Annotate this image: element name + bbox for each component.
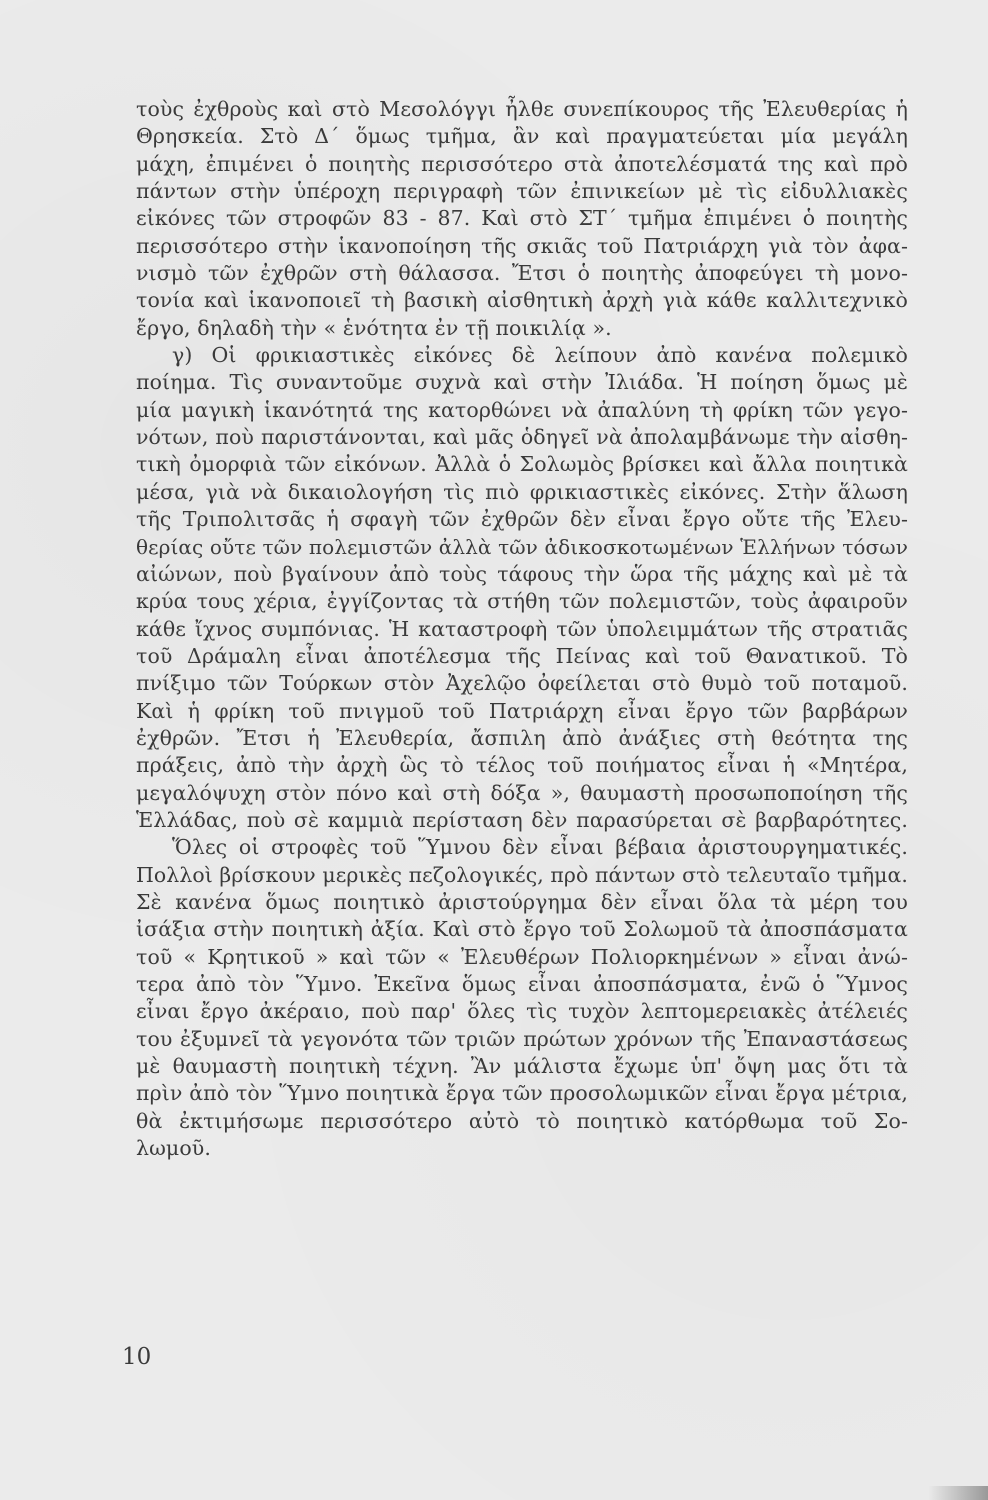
body-text [136,96,908,1162]
text-line: τονία καὶ ἱκανοποιεῖ τὴ βασικὴ αἰσθητικὴ ἀρχὴ γιὰ κάθε καλλιτεχνικὸ [136,288,908,313]
text-line: λωμοῦ. [136,1136,211,1161]
text-line: κρύα τους χέρια, ἐγγίζοντας τὰ στήθη τῶν πολεμιστῶν, τοὺς ἀφαιροῦν [136,589,908,614]
text-line: τοῦ « Κρητικοῦ » καὶ τῶν « Ἐλευθέρων Πολιορκημένων » εἶναι ἀνώ- [136,944,908,969]
text-line: κάθε ἴχνος συμπόνιας. Ἡ καταστροφὴ τῶν ὑπολειμμάτων τῆς στρατιᾶς [136,616,908,641]
text-line: τερα ἀπὸ τὸν Ὕμνο. Ἐκεῖνα ὅμως εἶναι ἀποσπάσματα, ἐνῶ ὁ Ὕμνος [136,972,908,996]
text-line: ἐχθρῶν. Ἔτσι ἡ Ἐλευθερία, ἄσπιλη ἀπὸ ἀνάξιες στὴ θεότητα της [136,725,908,750]
text-line: μέσα, γιὰ νὰ δικαιολογήση τὶς πιὸ φρικιαστικὲς εἰκόνες. Στὴν ἅλωση [136,479,908,504]
text-line: Πολλοὶ βρίσκουν μερικὲς πεζολογικές, πρὸ πάντων στὸ τελευταῖο τμῆμα. [136,862,909,887]
text-line: μεγαλόψυχη στὸν πόνο καὶ στὴ δόξα », θαυμαστὴ προσωποποίηση τῆς [136,780,908,805]
text-line: Καὶ ἡ φρίκη τοῦ πνιγμοῦ τοῦ Πατριάρχη εἶναι ἔργο τῶν βαρβάρων [136,698,908,723]
text-line: τικὴ ὀμορφιὰ τῶν εἰκόνων. Ἀλλὰ ὁ Σολωμὸς βρίσκει καὶ ἄλλα ποιητικὰ [136,452,908,477]
text-line: Ἑλλάδας, ποὺ σὲ καμμιὰ περίσταση δὲν παρασύρεται σὲ βαρβαρότητες. [136,807,908,832]
text-line: μία μαγικὴ ἱκανότητά της κατορθώνει νὰ ἀπαλύνη τὴ φρίκη τῶν γεγο- [136,397,908,422]
scan-edge-shadow [928,1486,988,1500]
text-line: τοὺς ἐχθροὺς καὶ στὸ Μεσολόγγι ἦλθε συνεπίκουρος τῆς Ἐλευθερίας ἡ [136,97,908,121]
text-line: Σὲ κανένα ὅμως ποιητικὸ ἀριστούργημα δὲν εἶναι ὅλα τὰ μέρη του [136,889,908,914]
text-line: εἰκόνες τῶν στροφῶν 83 - 87. Καὶ στὸ ΣΤ΄ τμῆμα ἐπιμένει ὁ ποιητὴς [136,206,908,231]
text-line: θὰ ἐκτιμήσωμε περισσότερο αὐτὸ τὸ ποιητικὸ κατόρθωμα τοῦ Σο- [136,1108,908,1133]
text-line: πράξεις, ἀπὸ τὴν ἀρχὴ ὣς τὸ τέλος τοῦ ποιήματος εἶναι ἡ «Μητέρα, [136,753,908,778]
text-line: πνίξιμο τῶν Τούρκων στὸν Ἀχελῷο ὀφείλεται στὸ θυμὸ τοῦ ποταμοῦ. [136,671,908,696]
text-line: θερίας οὔτε τῶν πολεμιστῶν ἀλλὰ τῶν ἀδικοσκοτωμένων Ἑλλήνων τόσων [136,534,908,559]
text-line: Θρησκεία. Στὸ Δ΄ ὅμως τμῆμα, ἂν καὶ πραγματεύεται μία μεγάλη [136,124,908,149]
text-line: νισμὸ τῶν ἐχθρῶν στὴ θάλασσα. Ἔτσι ὁ ποιητὴς ἀποφεύγει τὴ μονο- [136,261,908,286]
text-line: μάχη, ἐπιμένει ὁ ποιητὴς περισσότερο στὰ ἀποτελέσματά της καὶ πρὸ [136,151,908,176]
text-line: ἰσάξια στὴν ποιητικὴ ἀξία. Καὶ στὸ ἔργο τοῦ Σολωμοῦ τὰ ἀποσπάσματα [136,917,908,942]
text-line: ἔργο, δηλαδὴ τὴν « ἑνότητα ἐν τῇ ποικιλίᾳ ». [136,315,612,340]
text-line: αἰώνων, ποὺ βγαίνουν ἀπὸ τοὺς τάφους τὴν ὥρα τῆς μάχης καὶ μὲ τὰ [136,561,908,586]
text-line: πρὶν ἀπὸ τὸν Ὕμνο ποιητικὰ ἔργα τῶν προσολωμικῶν εἶναι ἔργα μέτρια, [136,1081,908,1106]
text-line: τῆς Τριπολιτσᾶς ἡ σφαγὴ τῶν ἐχθρῶν δὲν εἶναι ἔργο οὔτε τῆς Ἐλευ- [136,507,908,532]
text-line: τοῦ Δράμαλη εἶναι ἀποτέλεσμα τῆς Πείνας καὶ τοῦ Θανατικοῦ. Τὸ [136,643,908,668]
text-line: ποίημα. Τὶς συναντοῦμε συχνὰ καὶ στὴν Ἰλιάδα. Ἡ ποίηση ὅμως μὲ [136,370,908,395]
text-line: μὲ θαυμαστὴ ποιητικὴ τέχνη. Ἂν μάλιστα ἔχωμε ὑπ' ὄψη μας ὅτι τὰ [136,1054,908,1079]
page-number: 10 [122,1344,152,1370]
text-line: εἶναι ἔργο ἀκέραιο, ποὺ παρ' ὅλες τὶς τυχὸν λεπτομερειακὲς ἀτέλειές [136,999,908,1024]
text-line: νότων, ποὺ παριστάνονται, καὶ μᾶς ὁδηγεῖ νὰ ἀπολαμβάνωμε τὴν αἰσθη- [136,425,908,450]
paragraph-start-line: Ὅλες οἱ στροφὲς τοῦ Ὕμνου δὲν εἶναι βέβαια ἀριστουργηματικές. [172,835,908,860]
paragraph-start-line: γ) Οἱ φρικιαστικὲς εἰκόνες δὲ λείπουν ἀπὸ κανένα πολεμικὸ [172,343,908,368]
text-line: περισσότερο στὴν ἱκανοποίηση τῆς σκιᾶς τοῦ Πατριάρχη γιὰ τὸν ἀφα- [136,233,908,258]
text-line: πάντων στὴν ὑπέροχη περιγραφὴ τῶν ἐπινικείων μὲ τὶς εἰδυλλιακὲς [136,179,908,204]
text-line: του ἐξυμνεῖ τὰ γεγονότα τῶν τριῶν πρώτων χρόνων τῆς Ἐπαναστάσεως [136,1026,908,1051]
